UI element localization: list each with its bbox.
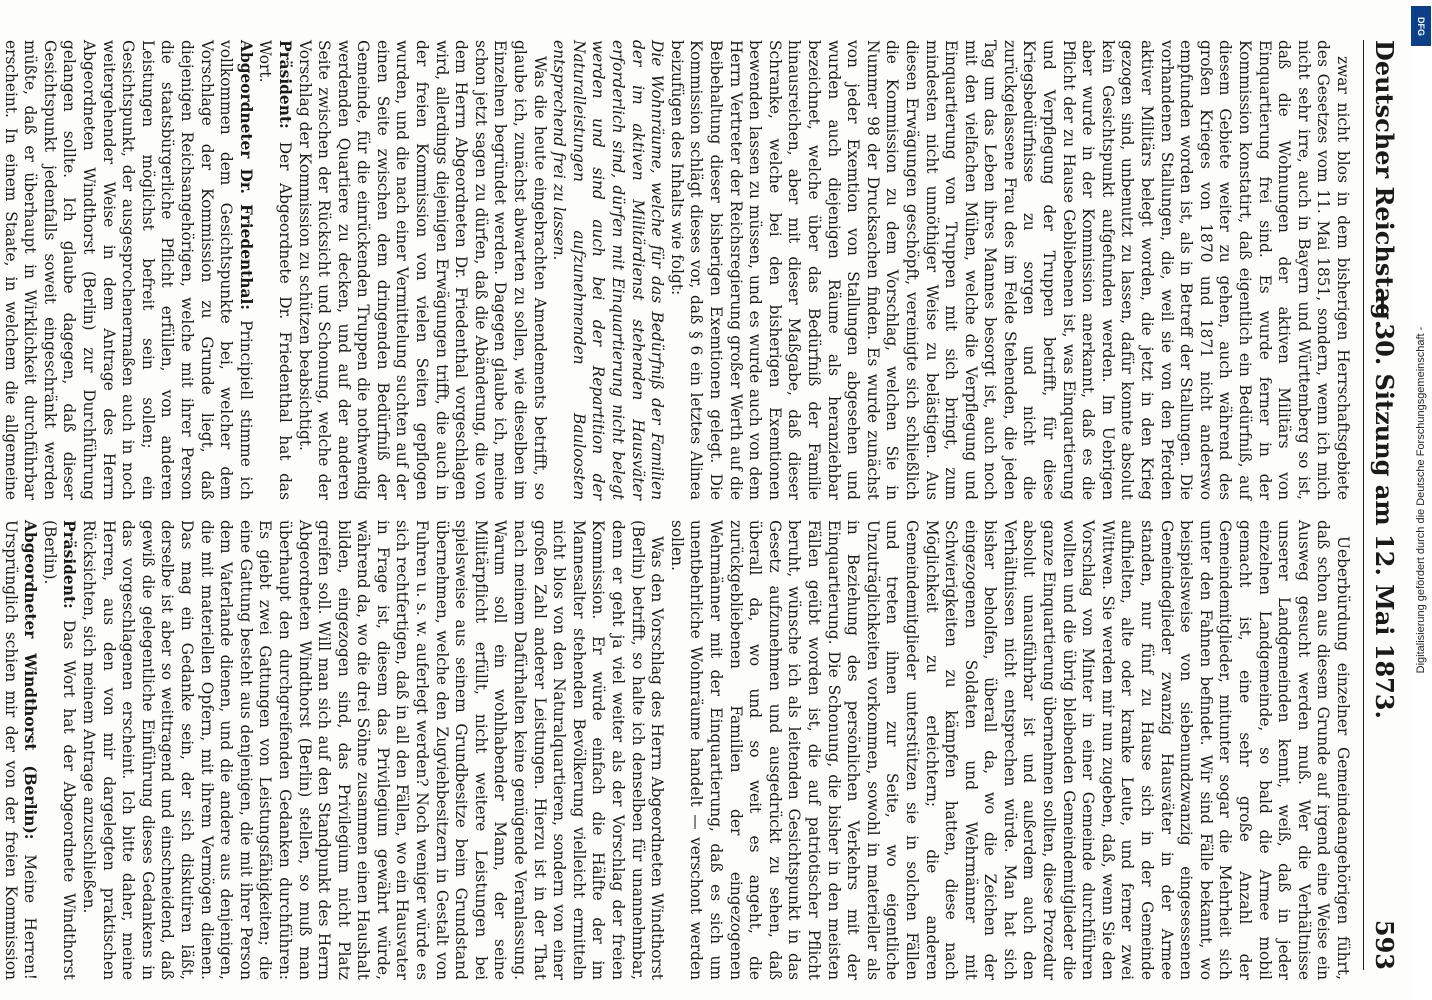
session-title: — 30. Sitzung am 12. Mai 1873. (1370, 291, 1399, 719)
speaker-name: Präsident: (60, 520, 79, 620)
paragraph: Was die heute eingebrachten Amendements betrifft, so glaube ich, zunächst abwarten zu sollen, wie dieselben im Einzelnen begründet werden. Dagegen glaube ich, meine schon jetzt sagen zu dürfen, daß die Abänderung, die von dem Herrn Abgeordneten Dr. Friedenthal vorgeschlagen wird, allerdings diejenigen Erwägungen trifft, die auch in der freien Kommission von vielen Seiten gepflogen wurden, und die nach einer Vermittelung suchten auf der einen Seite zwischen dem dringenden Bedürfniß der Gemeinde, für die einrückenden Truppen die nothwendig werdenden Quartiere zu decken, und auf der anderen Seite zwischen der Rücksicht und Schonung, welche der Vorschlag der Kommission zu schützen beabsichtigt. (295, 40, 549, 500)
paragraph: Ueberbürdung einzelner Gemeindeangehörigen führt, daß schon aus diesem Grunde auf irgend eine Weise ein Ausweg gesucht werden muß. Wer die Verhältnisse unserer Landgemeinden kennt, weiß, daß in jeder einzelnen Landgemeinde, so bald die Armee mobil gemacht ist, eine sehr große Anzahl der Gemeindemitglieder, mitunter sogar die Mehrheit sich unter den Fahnen befindet. Wir sind Fälle bekannt, wo beispielsweise von siebenundzwanzig eingesessenen Gemeindeglieder zwanzig Hausväter in der Armee standen, nur fünf zu Hause sich in der Gemeinde aufhielten, alte oder kranke Leute, und ferner zwei Wittwen. Sie werden mir nun zugeben, daß, wenn Sie den Vorschlag von Minter in einer Gemeinde durchführen wollten und die übrig bleibenden Gemeindemitglieder die ganze Einquartierung übernehmen sollten, diese Prozedur absolut unausführbar ist und außerdem auch den Verhältnissen nicht entsprechen würde. Man hat sich bisher beholfen, überall da, wo die Zeichen der eingezogenen Soldaten und Wehrmänner mit Schwierigkeiten zu kämpfen hatten, diese nach Möglichkeit zu erleichtern; die anderen Gemeindemitglieder unterstützen sie in solchen Fällen und treten ihnen zur Seite, wo eigentliche Unzuträglichkeiten vorkommen, sowohl in materieller als in Beziehung des persönlichen Verkehrs mit der Einquartierung. Die Schonung, die bisher in den meisten Fällen geübt worden ist, die auf patriotischer Pflicht beruht, wünsche ich als leitenden Gesichtspunkt in das Gesetz aufzunehmen und ausgedrückt zu sehen, daß überall da, wo und so weit es angeht, die zurückgebliebenen Familien der eingezogenen Wehrmänner mit der Einquartierung, daß es sich um unentbehrliche Wohnräume handelt — verschont werden sollen. (667, 520, 1352, 980)
watermark-text: Digitalisierung gefördert durch die Deutsche Forschungsgemeinschaft - (1415, 326, 1427, 674)
publication-title: Deutscher Reichstag. (1370, 40, 1399, 329)
dfg-logo: DFG (1411, 6, 1431, 46)
speaker-paragraph: Abgeordneter Windthorst (Berlin): Meine Herren! Ursprünglich schien mir der von der freien Kommission (1, 520, 40, 980)
speaker-name: Abgeordneter Windthorst (Berlin): (21, 520, 40, 855)
dfg-watermark (1410, 0, 1432, 1000)
text-column-right (1, 520, 1352, 980)
page-number: 593 (1370, 919, 1399, 970)
paragraph: Was den Vorschlag des Herrn Abgeordneten Windthorst (Berlin) betrifft, so halte ich denselben für unannehmbar, denn er geht ja viel weiter als der Vorschlag der freien Kommission. Er würde einfach die Hälfte der im Mannesalter stehenden Bevölkerung vielleicht ermitteln nicht blos von den Naturalquartieren, sondern von einer großen Zahl anderer Leistungen. Hierzu ist in der That nach meinem Dafürhalten keine genügende Veranlassung. Warum soll ein wohlhabender Mann, der seine Militärpflicht erfüllt, nicht weitere Leistungen bei spielsweise aus seinem Grundbesitze beim Grundstand übernehmen, welche den Zugviehbesitzern in Gestalt von Fuhren u. s. w. auferlegt werden? Noch weniger würde es sich rechtfertigen, daß in all den Fällen, wo ein Hausvater in Frage ist, diesem das Privilegium gewährt würde, während da, wo die drei Söhne zusammen einen Haushalt bilden, eingezogen sind, das Privilegium nicht Platz greifen soll. Will man sich auf den Standpunkt des Herrn Abgeordneten Windthorst (Berlin) stellen, so muß man überhaupt den durchgreifenden Gedanken durchführen: Es giebt zwei Gattungen von Leistungsfähigkeiten; die eine Gattung besteht aus denjenigen, die mit ihrer Person dem Vaterlande dienen, und die andere aus denjenigen, die mit materiellen Opfern, mit ihrem Vermögen dienen. Das mag ein Gedanke sein, der sich diskutiren läßt, derselbe ist aber so weittragend und einschneidend, daß gewiß die gelegentliche Einführung dieses Gedankens in das vorgeschlagenen erscheint. Ich bitte daher, meine Herren, aus den von mir dargelegten praktischen Rücksichten, sich meinem Antrage anzuschließen. (80, 520, 667, 980)
speaker-name: Abgeordneter Dr. Friedenthal: (236, 40, 255, 321)
quoted-paragraph: Die Wohnräume, welche für das Bedürfniß der Familien der im aktiven Militärdienst stehenden Hausväter erforderlich sind, dürfen mit Einquartierung nicht belegt werden und sind auch bei der Repartition der Naturalleistungen aufzunehmenden Bauloosten entsprechend frei zu lassen. (550, 40, 667, 500)
speaker-name: Präsident: (275, 40, 294, 142)
speaker-paragraph: Abgeordneter Dr. Friedenthal: Principiell stimme ich vollkommen dem Gesichtspunkte bei, welcher dem Vorschlage der Kommission zu Grunde liegt, daß diejenigen Reichsangehörigen, welche mit ihrer Person die staatsbürgerliche Pflicht erfüllen, von anderen Leistungen möglichst befreit sein sollen; ein Gesichtspunkt, der ausgesprochenermaßen auch in noch weitergehender Weise in dem Antrage des Herrn Abgeordneten Windthorst (Berlin) zur Durchführung gelangen sollte. Ich glaube dagegen, daß dieser Gesichtspunkt jedenfalls soweit eingeschränkt werden müßte, daß er überhaupt in Wirklichkeit durchführbar erscheint. In einem Staate, in welchem die allgemeine (1, 40, 255, 500)
speaker-paragraph: Präsident: Das Wort hat der Abgeordnete Windthorst (Berlin). (40, 520, 79, 980)
page-header (1363, 40, 1404, 970)
text-column-left (1, 40, 1352, 500)
paragraph: zwar nicht blos in dem bisherigen Herrschaftsgebiete des Gesetzes vom 11. Mai 1851, sondern, wenn ich mich nicht sehr irre, auch in Bayern und Württemberg so ist, daß die Wohnungen der aktiven Militärs von Einquartierung frei sind. Es wurde ferner in der Kommission konstatirt, daß eigentlich ein Bedürfniß, auf diesem Gebiete weiter zu gehen, auch während des großen Krieges von 1870 und 1871 nicht anderswo empfunden worden ist, als in Betreff der Stallungen. Die vorhandenen Stallungen, die, weil sie von den Pferden aktiver Militärs belegt worden, die jetzt in den Krieg gezogen sind, unbenutzt zu lassen, dafür konnte absolut kein Gesichtspunkt aufgefunden werden. Im Uebrigen aber wurde in der Kommission anerkannt, daß es die Pflicht der zu Hause Gebliebenen ist, was Einquartierung und Verpflegung der Truppen betrifft, für diese Kriegsbedürfnisse zu sorgen und nicht die zurückgelassene Frau des im Felde Stehenden, die jeden Tag um das Leben ihres Mannes besorgt ist, auch noch mit den vielfachen Mühen, welche die Verpflegung und Einquartierung von Truppen mit sich bringt, zum mindesten nicht unnöthiger Weise zu belästigen. Aus diesen Erwägungen geschöpft, vereinigte sich schließlich die Kommission zu dem Vorschlag, welchen Sie in Nummer 98 der Drucksachen finden. Es wurde zunächst von jeder Exemtion von Stallungen abgesehen und wurden auch diejenigen Räume als heranziehbar bezeichnet, welche über das Bedürfniß der Familie hinausreichen, aber mit dieser Maßgabe, daß dieser Schranke, welche bei den bisherigen Exemtionen bewenden lassen zu müssen, und es wurde auch von dem Herrn Vertreter der Reichsregierung großer Werth auf die Beibehaltung dieser bisherigen Exemtionen gelegt. Die Kommission schlägt dieses vor, daß § 6 ein letztes Alinea beizufügen des Inhalts wie folgt: (667, 40, 1352, 500)
speaker-paragraph: Präsident: Der Abgeordnete Dr. Friedenthal hat das Wort. (256, 40, 294, 500)
